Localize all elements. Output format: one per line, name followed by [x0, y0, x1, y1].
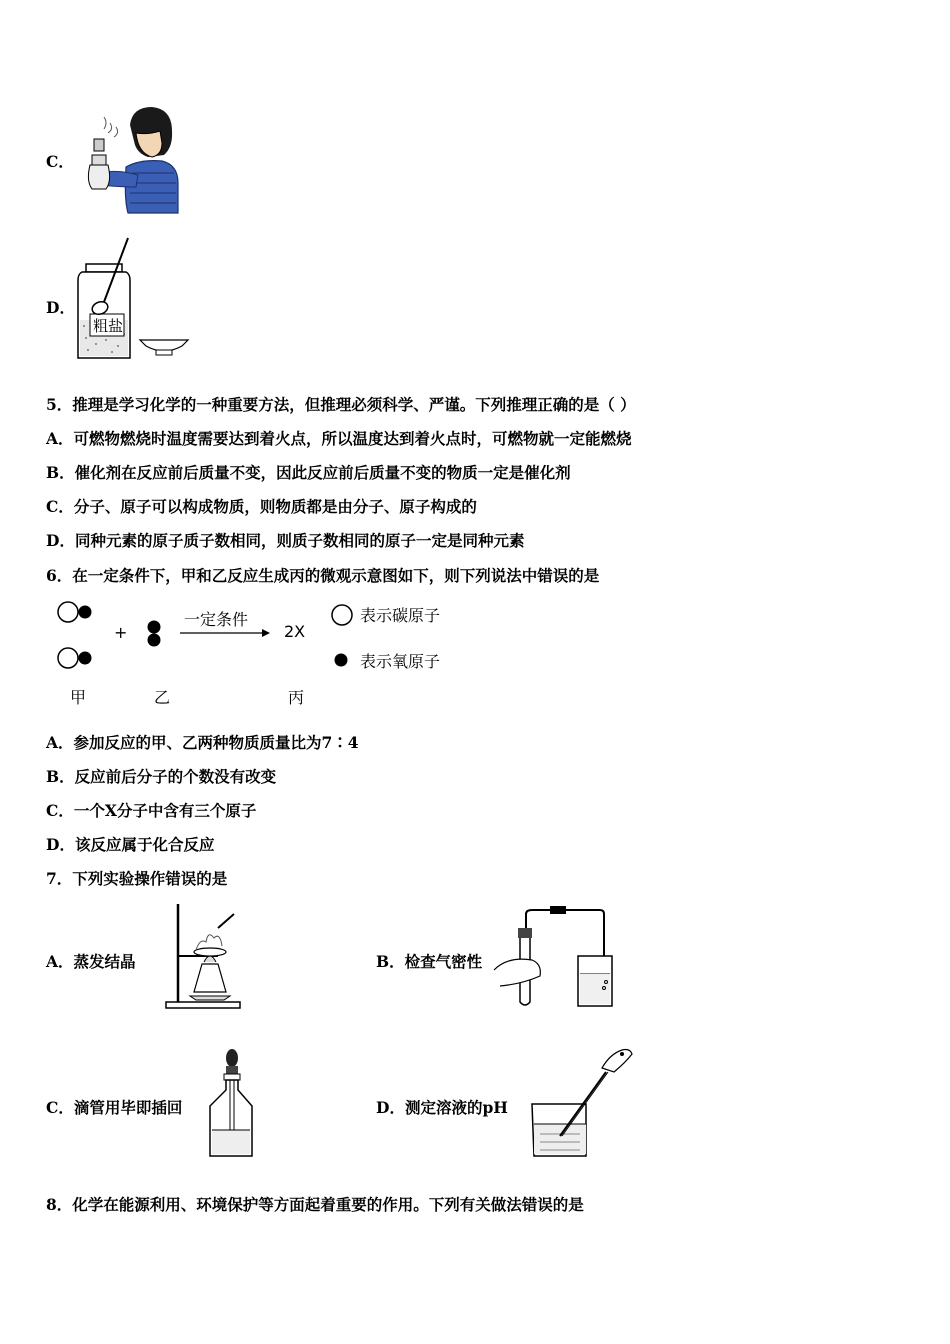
ph-measurement-illustration [526, 1040, 634, 1160]
q7-option-a: A．蒸发结晶 [46, 952, 136, 971]
q6-option-b: B．反应前后分子的个数没有改变 [46, 767, 277, 786]
q4-option-c-label: C． [46, 152, 74, 171]
q7-option-c: C．滴管用毕即插回 [46, 1098, 183, 1117]
q5-stem: 5．推理是学习化学的一种重要方法，但推理必须科学、严谨。下列推理正确的是（ ） [46, 395, 636, 414]
q7-option-b: B．检查气密性 [376, 952, 483, 971]
salt-label-text: 粗盐 [93, 317, 124, 335]
q5-option-c: C．分子、原子可以构成物质，则物质都是由分子、原子构成的 [46, 497, 477, 516]
q8-stem: 8．化学在能源利用、环境保护等方面起着重要的作用。下列有关做法错误的是 [46, 1195, 584, 1214]
molecule-jia-2 [58, 648, 92, 668]
product-2x: 2X [284, 622, 306, 641]
q4-option-d-label: D． [46, 298, 75, 317]
smelling-gas-illustration [78, 103, 182, 215]
q5-option-b: B．催化剂在反应前后质量不变，因此反应前后质量不变的物质一定是催化剂 [46, 463, 571, 482]
q7-stem: 7．下列实验操作错误的是 [46, 869, 228, 888]
q5-option-d: D．同种元素的原子质子数相同，则质子数相同的原子一定是同种元素 [46, 531, 525, 550]
dropper-bottle-illustration [204, 1046, 256, 1162]
oxygen-atom-legend-icon [335, 654, 348, 667]
reaction-condition: 一定条件 [184, 610, 249, 629]
salt-jar-illustration [74, 234, 190, 364]
q6-option-a: A．参加反应的甲、乙两种物质质量比为7∶4 [46, 733, 359, 752]
q5-option-a: A．可燃物燃烧时温度需要达到着火点，所以温度达到着火点时，可燃物就一定能燃烧 [46, 429, 632, 448]
q6-option-d: D．该反应属于化合反应 [46, 835, 215, 854]
plus-sign: + [114, 623, 128, 642]
carbon-atom-legend-icon [332, 605, 352, 625]
label-yi: 乙 [154, 688, 171, 707]
label-jia: 甲 [70, 688, 87, 707]
label-bing: 丙 [288, 688, 305, 707]
airtightness-check-illustration [492, 904, 616, 1010]
reaction-micro-diagram [50, 596, 470, 712]
evaporation-apparatus-illustration [160, 900, 246, 1010]
q7-option-d: D．测定溶液的pH [376, 1098, 508, 1117]
q6-option-c: C．一个X分子中含有三个原子 [46, 801, 257, 820]
molecule-jia-1 [58, 602, 92, 622]
legend-oxygen: 表示氧原子 [360, 652, 441, 671]
q6-stem: 6．在一定条件下，甲和乙反应生成丙的微观示意图如下，则下列说法中错误的是 [46, 566, 600, 585]
legend-carbon: 表示碳原子 [360, 606, 441, 625]
molecule-yi [148, 621, 161, 647]
